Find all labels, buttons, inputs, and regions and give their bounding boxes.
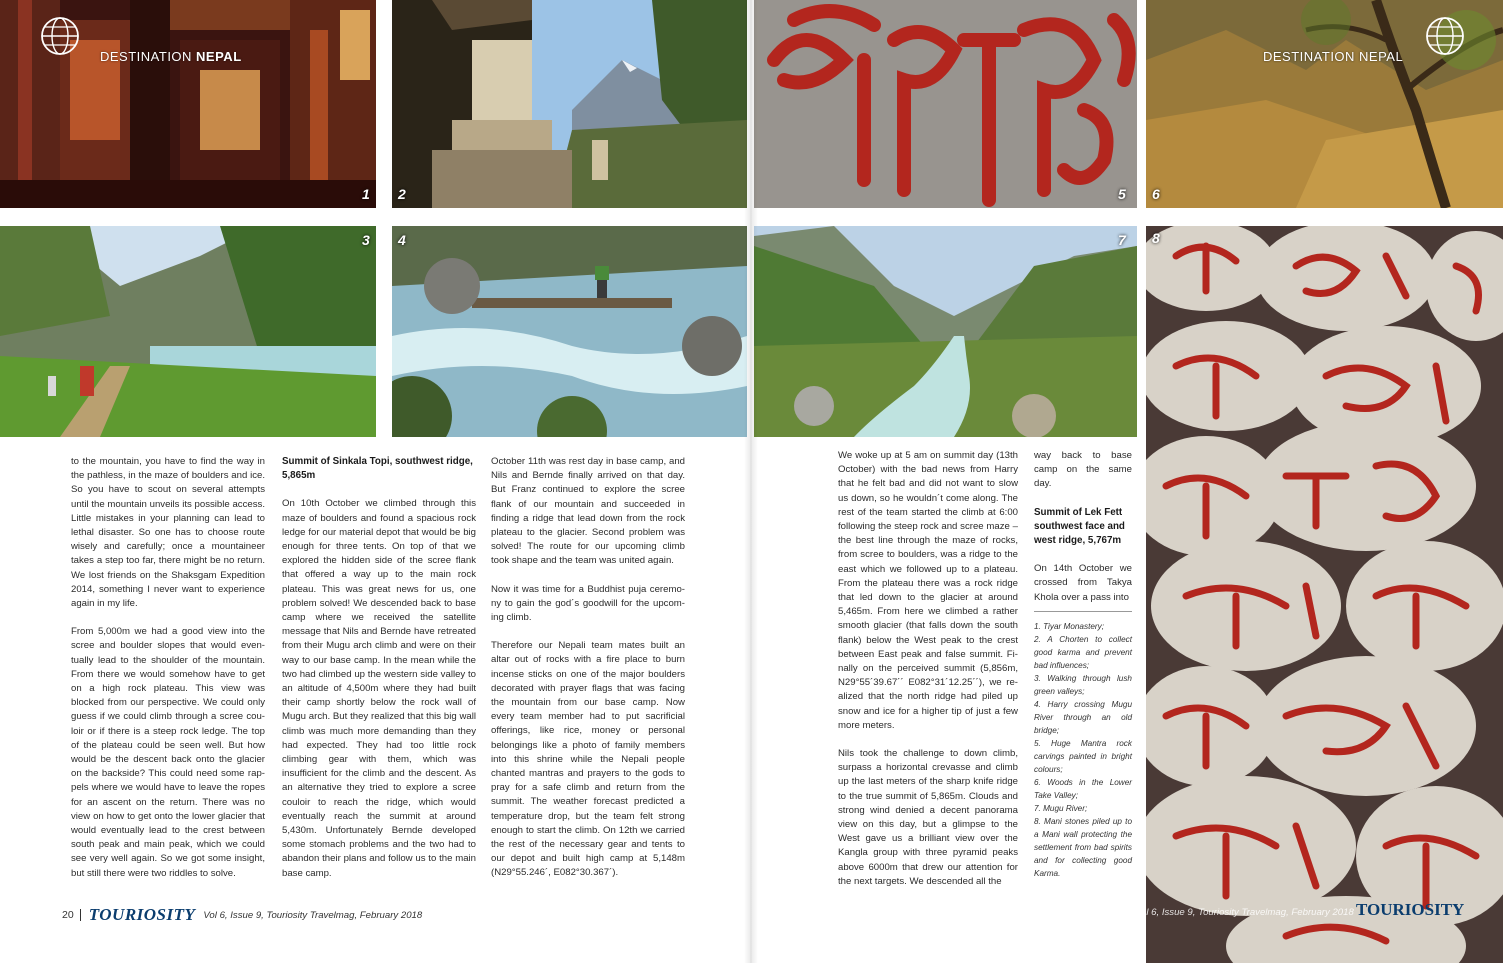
article-column-2 [282, 455, 476, 895]
photo-number: 5 [1118, 186, 1126, 202]
page-number: 20 [62, 909, 81, 921]
section-heading: Summit of Lek Fett southwest face and west ridge, 5,767m [1034, 506, 1125, 547]
photo-caption: 6. Woods in the Lower Take Valley; [1034, 777, 1132, 800]
paragraph: From 5,000m we had a good view into the scree and boulder slopes that would eventually lead to the shoulder of the mountain. From there we would somehow have to get on a high rock plateau. This view was blocked from our perspective. We could only guess if we could climb through a scree couloir or if there is a steep rock ledge. The top of the plateau could be seen well. But how would be the descent back onto the glacier on the backside? This could need some rappels where we would have to leave the ropes for an ascent on the return. There was no view on how to get onto the lower glacier that would eventually lead to the crest between south peak and main peak, which we could see very well again. So we got some insight, but still there were two riddles to solve. [71, 626, 265, 879]
photo-number: 3 [362, 232, 370, 248]
photo-number: 2 [398, 186, 406, 202]
photo-caption: 7. Mugu River; [1034, 803, 1088, 813]
section-heading: Summit of Sinkala Topi, southwest ridge, 5,865m [282, 456, 473, 482]
photo-number: 7 [1118, 232, 1126, 248]
section-header-country: NEPAL [196, 49, 242, 64]
page-spine [744, 0, 758, 963]
globe-icon [1425, 16, 1465, 56]
photo-caption: 5. Huge Mantra rock carvings painted in bright colours; [1034, 738, 1132, 774]
article-column-1 [71, 455, 265, 895]
footer-left [62, 905, 422, 925]
photo-number: 4 [398, 232, 406, 248]
photo-caption: 2. A Chorten to collect good karma and prevent bad influences; [1034, 634, 1132, 670]
photo-caption: 4. Harry crossing Mugu River through an old bridge; [1034, 699, 1132, 735]
issue-info-right: Vol 6, Issue 9, Touriosity Travelmag, February 2018 [1135, 907, 1354, 918]
photo-number: 8 [1152, 230, 1160, 246]
photo-mani-stones [1146, 226, 1503, 963]
photo-green-valley [0, 226, 376, 437]
globe-icon [40, 16, 80, 56]
section-header-left [100, 49, 242, 64]
section-header-right [1263, 49, 1403, 64]
photo-caption: 8. Mani stones piled up to a Mani wall protecting the settlement from bad spirits and for collecting good Karma. [1034, 816, 1132, 878]
photo-caption: 1. Tiyar Monastery; [1034, 621, 1104, 631]
section-header-prefix: DESTINATION [100, 49, 197, 64]
paragraph: On 14th October we crossed from Takya Khola over a pass into [1034, 563, 1132, 603]
touriosity-logo: TOURIOSITY [1356, 900, 1465, 919]
paragraph: Now it was time for a Buddhist puja ceremony to gain the god´s goodwill for the upcoming climb. [491, 583, 685, 624]
photo-chorten [392, 0, 747, 208]
article-column-4 [838, 449, 1018, 903]
touriosity-logo: TOURIOSITY [88, 905, 196, 924]
photo-captions [1034, 620, 1132, 880]
issue-info: Vol 6, Issue 9, Touriosity Travelmag, February 2018 [203, 909, 423, 921]
photo-caption: 3. Walking through lush green valleys; [1034, 673, 1132, 696]
article-column-5 [1034, 449, 1132, 880]
photo-number: 1 [362, 186, 370, 202]
photo-river-bridge [392, 226, 747, 437]
paragraph: to the mountain, you have to find the way in the pathless, in the maze of boulders and ice. So you have to scout on several attempts until the mountain unveils its possible access. Little mistakes in your planning can lead to lethal disaster. So one has to choose route wisely and carefully; once a mountaineer takes a step too far, there might be no return. We lost friends on the Shaksgam Expedition 2014, something I never want to experience again in my life. [71, 456, 265, 610]
photo-mantra-rock [754, 0, 1137, 208]
paragraph: way back to base camp on the same day. [1034, 450, 1132, 490]
article-column-3 [491, 455, 685, 895]
section-header-country: NEPAL [1359, 49, 1404, 64]
photo-mugu-river [754, 226, 1137, 437]
paragraph: On 10th October we climbed through this maze of boulders and found a spacious rock ledge for our material depot that would be big enough for three tents. On top of that we explored the hidden side of the scree flank that offered a way up to the main rock plateau. This was great news for us, one problem solved! We descended back to base camp where we received the satellite message that Nils and Bernde have retreated from their Mugu arch climb and were on their way to our base camp. In the mean while the two had climbed up the western side valley to an altitude of 4,500m where they had built their camp shortly below the rock wall of Mugu arch. But they realized that this big wall climb was much more demanding than they had expected. They had too little rock climbing gear with them, which was insufficient for the climb and the descent. As an alternative they tried to explore a scree couloir to reach the ridge, which would eventually reach the summit at around 5,430m. Unfortunately Bernde developed some stomach problems and the two had to abandon their plans and follow us to the main base camp. [282, 498, 476, 879]
paragraph: Therefore our Nepali team mates built an altar out of rocks with a fire place to burn incense sticks on one of the major boulders decorated with prayer flags that was facing the mountain from our base camp. Now every team member had to put sacrificial offerings, like rice, money or personal belongings like a photo of family members into this shrine while the Nepali people chanted mantras and prayers to the gods to pray for a safe climb and return from the summit. The weather forecast predicted a temperature drop, but the team felt strong enough to start the climb. On 12th we carried the rest of the necessary gear and tents to our depot and built high camp at 5,148m (N29°55.246´, E082°30.367´). [491, 640, 685, 879]
paragraph: Nils took the challenge to down climb, surpass a horizontal crevasse and climb up the last meters of the sharp knife ridge to the true summit of 5,865m. Clouds and strong wind denied a decent panorama view on this day, but a glimpse to the West gave us a brilliant view over the Kangla group with three pyramid peaks above 6000m that drew our attention for the next targets. We descended all the [838, 748, 1018, 887]
photo-number: 6 [1152, 186, 1160, 202]
section-header-prefix: DESTINATION [1263, 49, 1360, 64]
caption-divider [1034, 611, 1132, 612]
paragraph: We woke up at 5 am on summit day (13th October) with the bad news from Harry that he felt bad and did not want to slow us down, so he wouldn´t come along. The rest of the team started the climb at 6:00 following the steep rock and scree maze – the best line through the maze of rocks, from scree to boulders, was a ridge to the east which we followed up to a plateau. From the plateau there was a rock ridge that led down to the glacier at around 5,465m. From here we climbed a rather smooth glacier (that falls down the south flank) below the West peak to the crest between East peak and false summit. Finally on the perceived summit (5,856m, N29°55´39.67´´ E082°31´12.25´´), we realized that the north ridge had piled up snow and ice for a higher tip of just a few more meters. [838, 450, 1018, 731]
paragraph: October 11th was rest day in base camp, and Nils and Bernde finally arrived on that day. But Franz continued to explore the scree flank of our mountain and succeeded in finding a ridge that lead down from the rock plateau to the glacier. Second problem was solved! The route for our upcoming climb took shape and the team was united again. [491, 456, 685, 567]
